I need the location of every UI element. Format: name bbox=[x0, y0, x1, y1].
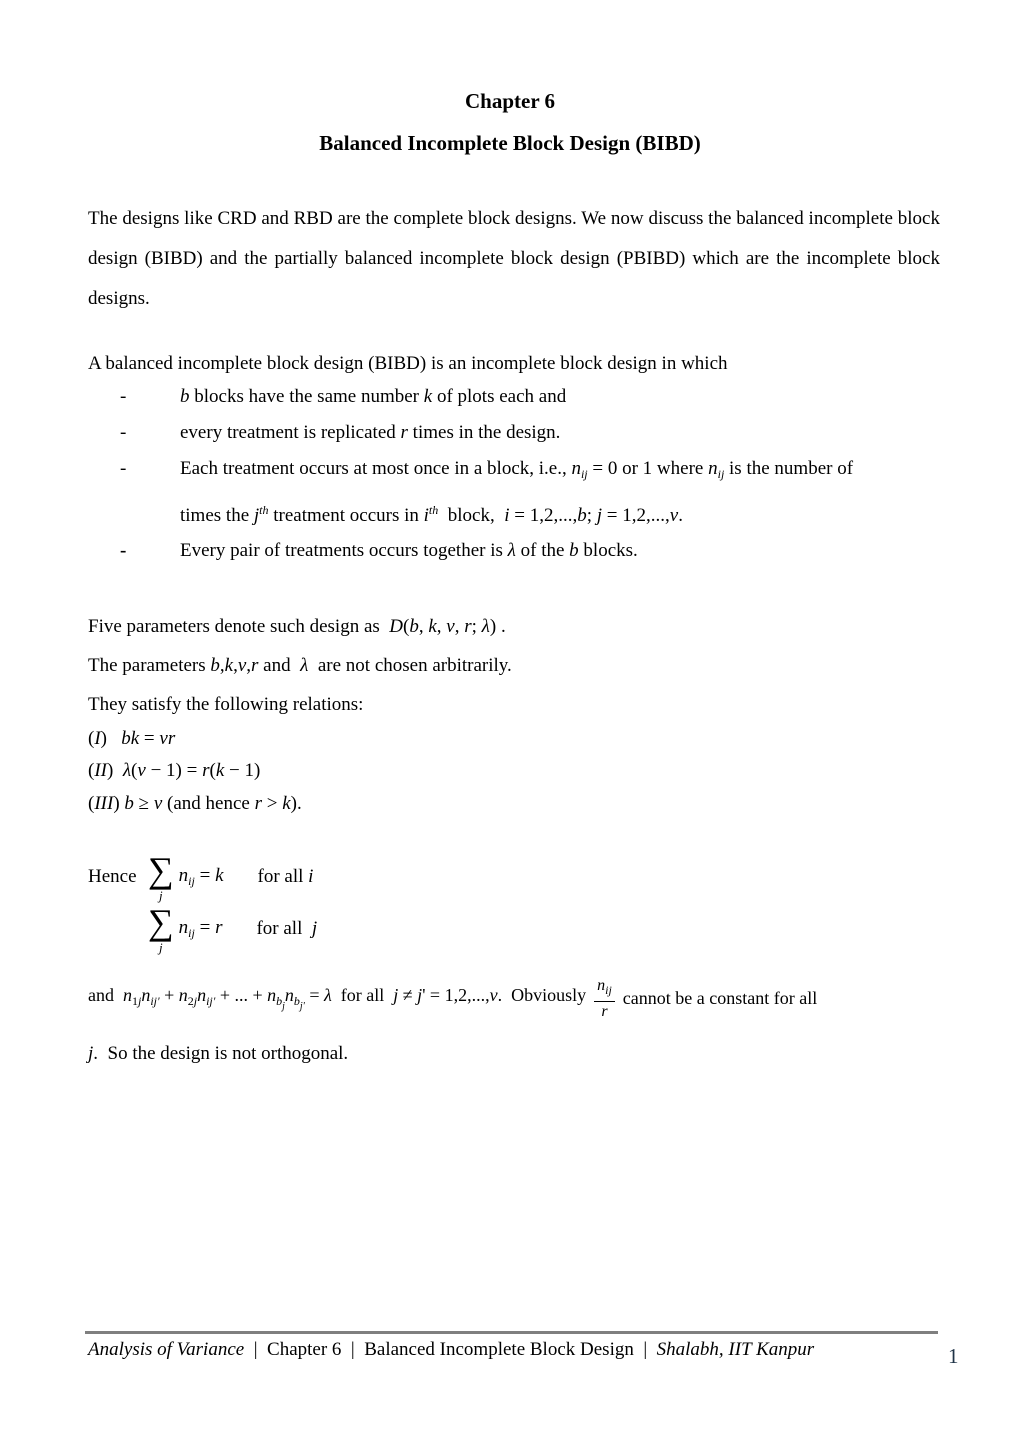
intro-paragraph: The designs like CRD and RBD are the complete block designs. We now discuss the balanced incomplete block design (BIBD) and the partially balanced incomplete block design (PBIBD) which are the incomplete block designs. bbox=[88, 208, 940, 309]
bullet-dash: - bbox=[120, 458, 127, 479]
bullet-text: Every pair of treatments occurs together is λ of the b blocks. bbox=[180, 540, 638, 561]
page-number: 1 bbox=[948, 1344, 959, 1368]
fraction-denominator: r bbox=[601, 1002, 608, 1020]
orthogonality-formula: and $n_{1j}n_{ij'} + n_{2j}n_{ij'}$ + ... + $n_{bj}n_{bj'} = \lambda$ for all j ≠ j' = 1,2,...,v. Obviously bbox=[88, 984, 587, 1012]
relation-III: (III) b ≥ v (and hence r > k). bbox=[88, 793, 302, 814]
summation-symbol bbox=[148, 901, 174, 955]
footer-divider bbox=[85, 1331, 938, 1334]
orthogonality-tail: cannot be a constant for all bbox=[622, 987, 818, 1008]
relation-I: (I) bk = vr bbox=[88, 728, 176, 749]
sum-equation-row bbox=[88, 902, 940, 956]
bullet-dash: - bbox=[120, 540, 127, 561]
for-all-label: for all j bbox=[256, 918, 318, 939]
for-all-label: for all i bbox=[257, 866, 314, 887]
relations-intro-line: They satisfy the following relations: bbox=[88, 694, 364, 715]
fraction-numerator: $n_{ij}$ bbox=[594, 976, 615, 1002]
bullet-item bbox=[88, 455, 1018, 488]
bullet-dash: - bbox=[120, 386, 127, 407]
relation-II: (II) λ(v − 1) = r(k − 1) bbox=[88, 760, 261, 781]
sigma-index: j bbox=[159, 887, 163, 903]
sigma-glyph: ∑ bbox=[148, 849, 174, 890]
sum-expression: $n_{ij} = r$ bbox=[178, 917, 223, 940]
five-parameters-line: Five parameters denote such design as D(b, k, v, r; λ) . bbox=[88, 616, 506, 637]
hence-label: Hence bbox=[88, 866, 142, 887]
bullet-item bbox=[88, 419, 1018, 447]
bullet-item bbox=[88, 537, 1018, 565]
sigma-glyph: ∑ bbox=[148, 901, 174, 942]
orthogonality-line bbox=[88, 972, 1020, 1024]
sum-equation-row bbox=[88, 850, 940, 904]
fraction-nij-over-r bbox=[594, 976, 615, 1021]
bullet-text: Each treatment occurs at most once in a block, i.e., $n_{ij} = 0$ or 1 where $n_{ij}$ is the number of bbox=[180, 458, 854, 481]
bullet-dash: - bbox=[120, 422, 127, 443]
orthogonality-conclusion: j. So the design is not orthogonal. bbox=[88, 1043, 349, 1064]
definition-lead: A balanced incomplete block design (BIBD) is an incomplete block design in which bbox=[88, 353, 728, 374]
chapter-title: Chapter 6 bbox=[464, 89, 556, 113]
bullet-item bbox=[88, 383, 1018, 411]
sum-expression: $n_{ij} = k$ bbox=[178, 865, 224, 888]
bullet-continuation bbox=[88, 496, 1018, 530]
parameters-not-arbitrary-line: The parameters b,k,v,r and λ are not chosen arbitrarily. bbox=[88, 655, 512, 676]
bullet-text: b blocks have the same number k of plots each and bbox=[180, 386, 567, 407]
page-title: Balanced Incomplete Block Design (BIBD) bbox=[319, 131, 701, 155]
sigma-index: j bbox=[159, 939, 163, 955]
bullet-text-continued: times the $j^{th}$ treatment occurs in $i^{th}$ block, i = 1,2,...,b; j = 1,2,...,v. bbox=[180, 503, 683, 526]
footer-text: Analysis of Variance | Chapter 6 | Balanced Incomplete Block Design | Shalabh, IIT Kanpur bbox=[88, 1339, 815, 1360]
bullet-text: every treatment is replicated r times in the design. bbox=[180, 422, 561, 443]
summation-symbol bbox=[148, 849, 174, 903]
